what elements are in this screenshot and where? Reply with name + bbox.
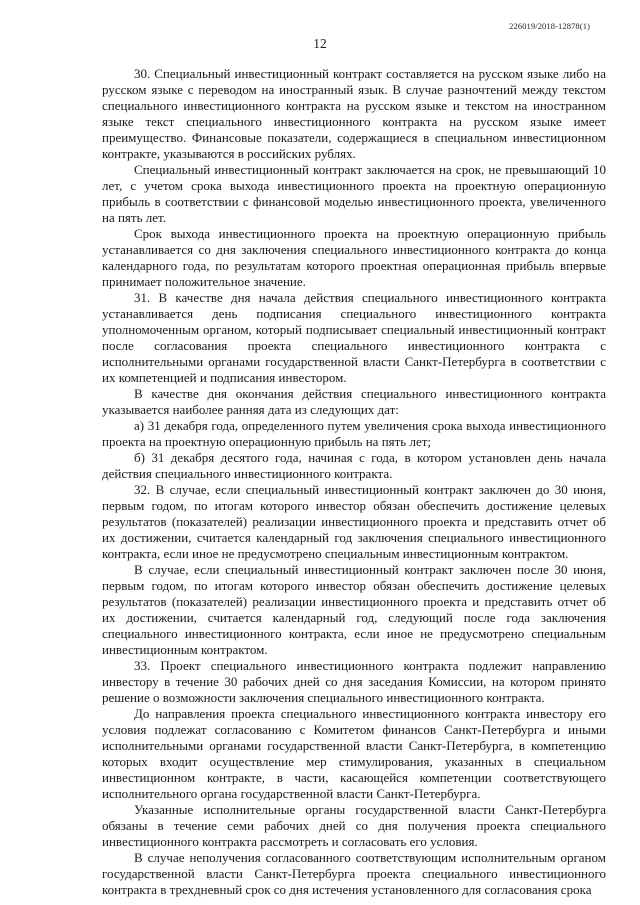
paragraph-item-a: а) 31 декабря года, определенного путем увеличения срока выхода инвестиционного проекта на проектную операционную прибыль на пять лет; <box>102 418 606 449</box>
paragraph-non-receipt: В случае неполучения согласованного соответствующим исполнительным органом государственной власти Санкт-Петербурга проекта специального инвестиционного контракта в трехдневный срок со дня истечения установленного для согласования срока <box>102 850 606 897</box>
paragraph-end-date: В качестве дня окончания действия специального инвестиционного контракта указывается наиболее ранняя дата из следующих дат: <box>102 386 606 417</box>
paragraph-approval-period: Указанные исполнительные органы государственной власти Санкт-Петербурга обязаны в течение семи рабочих дней со дня получения проекта специального инвестиционного контракта рассмотреть и согласовать его условия. <box>102 802 606 849</box>
page-number: 12 <box>313 36 327 51</box>
paragraph-31-start-date: 31. В качестве дня начала действия специального инвестиционного контракта устанавливается день подписания специального инвестиционного контракта уполномоченным органом, который подписывает специальный инвестиционный контракт после согласования проекта специального инвестиционного контракта с исполнительными органами государственной власти Санкт-Петербурга в соответствии с их компетенцией и подписания инвестором. <box>102 290 606 385</box>
paragraph-32-before-june: 32. В случае, если специальный инвестиционный контракт заключен до 30 июня, первым годом, по итогам которого инвестор обязан обеспечить достижение целевых результатов (показателей) реализации инвестиционного проекта и представить отчет об их достижении, считается календарный год заключения специального инвестиционного контракта, если иное не предусмотрено специальным инвестиционным контрактом. <box>102 482 606 561</box>
paragraph-profit-term: Срок выхода инвестиционного проекта на проектную операционную прибыль устанавливается со дня заключения специального инвестиционного контракта до конца календарного года, по результатам которого проектная операционная прибыль впервые принимает положительное значение. <box>102 226 606 289</box>
document-body <box>102 66 606 898</box>
paragraph-approval-conditions: До направления проекта специального инвестиционного контракта инвестору его условия подлежат согласованию с Комитетом финансов Санкт-Петербурга и иными исполнительными органами государственной власти Санкт-Петербурга, в компетенцию которых входит осуществление мер стимулирования, указанных в специальном инвестиционном контракте, в части, касающейся компетенции соответствующего исполнительного органа государственной власти Санкт-Петербурга. <box>102 706 606 801</box>
document-registration-number: 226019/2018-12878(1) <box>509 21 590 31</box>
paragraph-contract-term: Специальный инвестиционный контракт заключается на срок, не превышающий 10 лет, с учетом срока выхода инвестиционного проекта на проектную операционную прибыль в соответствии с финансовой моделью инвестиционного проекта, увеличенного на пять лет. <box>102 162 606 225</box>
paragraph-after-june: В случае, если специальный инвестиционный контракт заключен после 30 июня, первым годом, по итогам которого инвестор обязан обеспечить достижение целевых результатов (показателей) реализации инвестиционного проекта и представить отчет об их достижении, считается календарный год, следующий после года заключения специального инвестиционного контракта, если иное не предусмотрено специальным инвестиционным контрактом. <box>102 562 606 657</box>
paragraph-33-draft-sending: 33. Проект специального инвестиционного контракта подлежит направлению инвестору в течение 30 рабочих дней со дня заседания Комиссии, на котором принято решение о возможности заключения специального инвестиционного контракта. <box>102 658 606 705</box>
paragraph-30-language: 30. Специальный инвестиционный контракт составляется на русском языке либо на русском языке с переводом на иностранный язык. В случае разночтений между текстом специального инвестиционного контракта на русском языке и текстом на иностранном языке текст специального инвестиционного контракта на русском языке имеет преимущество. Финансовые показатели, содержащиеся в специальном инвестиционном контракте, указываются в российских рублях. <box>102 66 606 161</box>
paragraph-item-b: б) 31 декабря десятого года, начиная с года, в котором установлен день начала действия специального инвестиционного контракта. <box>102 450 606 481</box>
